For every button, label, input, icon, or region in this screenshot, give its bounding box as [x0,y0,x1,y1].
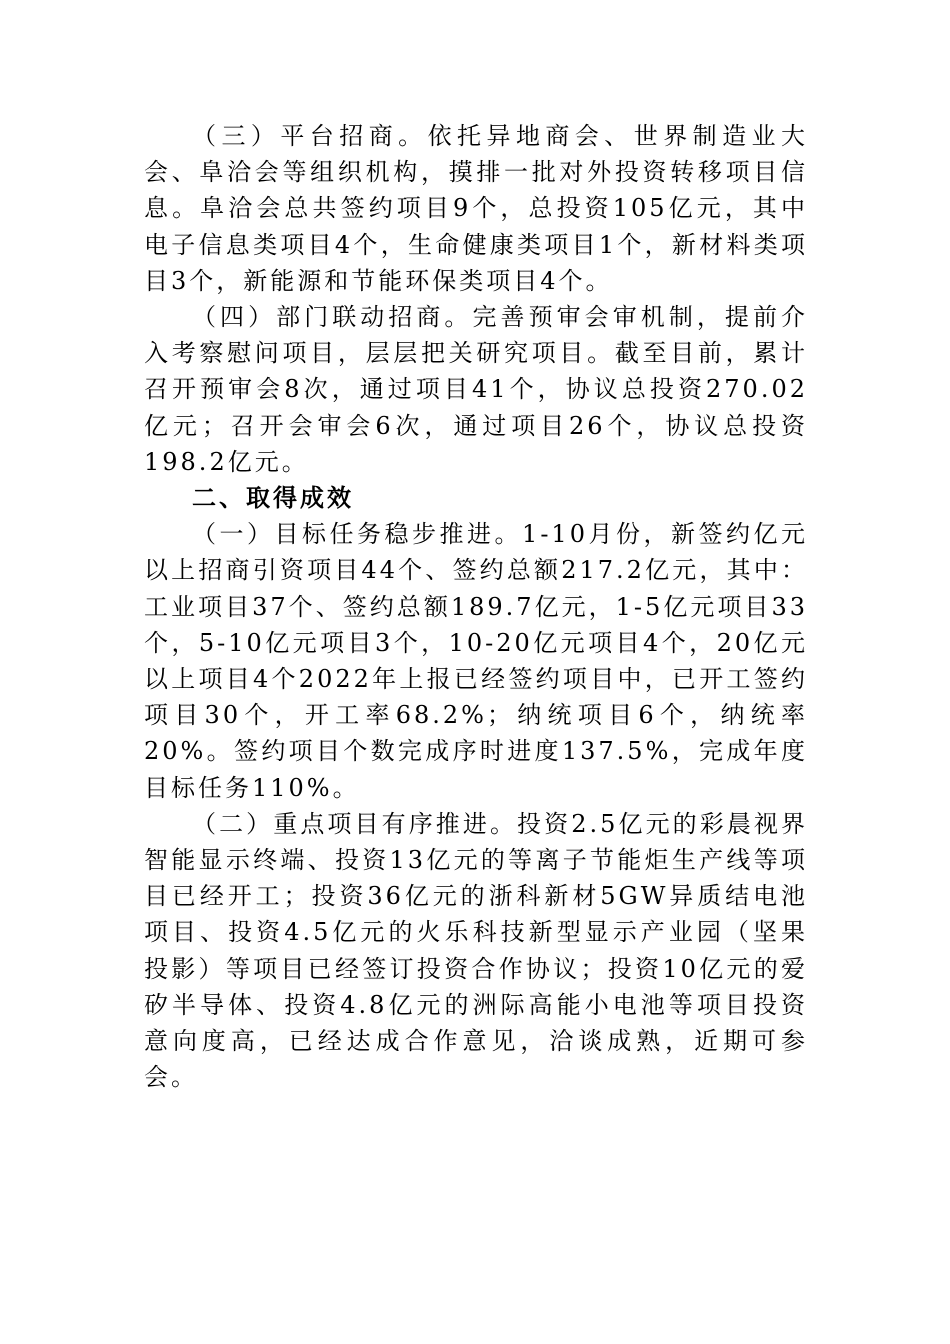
paragraph-department-linkage [144,299,808,480]
section-heading: 二、取得成效 [192,484,354,513]
paragraph-text: 1-10月份，新签约亿元以上招商引资项目44个、签约总额217.2亿元，其中：工业项目37个、签约总额189.7亿元，1-5亿元项目33个，5-10亿元项目3个，10-20亿元项目4个，20亿元以上项目4个2022年上报已经签约项目中，已开工签约项目30个，开工率68.2%；纳统项目6个，纳统率20%。签约项目个数完成序时进度137.5%，完成年度目标任务110%。 [144,520,808,802]
paragraph-lead: （二）重点项目有序推进。 [192,809,518,838]
paragraph-target-tasks [144,516,808,806]
paragraph-text: 完善预审会审机制，提前介入考察慰问项目，层层把关研究项目。截至目前，累计召开预审会8次，通过项目41个，协议总投资270.02亿元；召开会审会6次，通过项目26个，协议总投资198.2亿元。 [144,303,809,476]
document-body [144,118,808,1095]
paragraph-text: 依托异地商会、世界制造业大会、阜洽会等组织机构，摸排一批对外投资转移项目信息。阜洽会总共签约项目9个，总投资105亿元，其中电子信息类项目4个，生命健康类项目1个，新材料类项目3个，新能源和节能环保类项目4个。 [144,122,809,295]
paragraph-text: 投资2.5亿元的彩晨视界智能显示终端、投资13亿元的等离子节能炬生产线等项目已经开工；投资36亿元的浙科新材5GW异质结电池项目、投资4.5亿元的火乐科技新型显示产业园（坚果投影）等项目已经签订投资合作协议；投资10亿元的爱矽半导体、投资4.8亿元的洲际高能小电池等项目投资意向度高，已经达成合作意见，洽谈成熟，近期可参会。 [144,809,808,1092]
paragraph-lead: （三）平台招商。 [192,122,428,150]
paragraph-key-projects [144,806,808,1096]
paragraph-lead: （一）目标任务稳步推进。 [192,520,523,549]
paragraph-platform-investment [144,118,808,299]
paragraph-lead: （四）部门联动招商。 [192,303,473,332]
